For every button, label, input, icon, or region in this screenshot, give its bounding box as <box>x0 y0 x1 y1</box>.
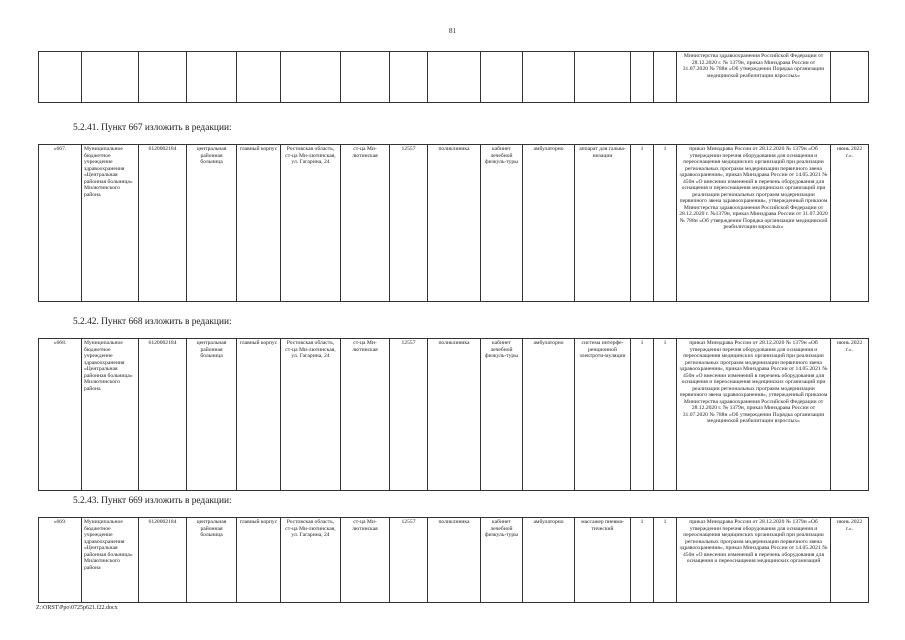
locality-code: 12557 <box>390 518 428 603</box>
locality: ст-ца Ми-лютинская <box>341 145 390 302</box>
quantity-1: 1 <box>631 518 654 603</box>
period: июнь 2022 г.». <box>831 339 869 491</box>
organization-name: Муниципальное бюджетное учреждение здравоохранения «Центральная районная больница» Милютинского района <box>82 518 139 603</box>
quantity-2: 1 <box>654 518 677 603</box>
inn-code: 6120002184 <box>139 339 187 491</box>
page-number: 81 <box>449 27 456 35</box>
equipment: система интерфе-ренционной электроти-муляции <box>575 339 631 491</box>
equipment: массажер пневма-тический <box>575 518 631 603</box>
department: центральная районная больница <box>187 518 237 603</box>
legal-basis: приказ Минздрава России от 28.12.2020 № 1379н «Об утверждении перечня оборудования для оснащения и переоснащения медицинских организаций при реализации региональных программ модернизации первичного звена здравоохранения», приказ Минздрава России от 14.05.2021 № 450н «О внесении изменений в перечень оборудования для оснащения и переоснащения медицинских организаций при реализации региональных программ модернизации первичного звена здравоохранения», утвержденный приказом Министерства здравоохранения Российской Федерации от 28.12.2020 г. № 1379н, приказ Минздрава России от 31.07.2020 № 788н «Об утверждении Порядка организации медицинской реабилитации взрослых» <box>677 339 831 491</box>
row-number: «669. <box>39 518 82 603</box>
inn-code: 6120002184 <box>139 518 187 603</box>
inn-code: 6120002184 <box>139 145 187 302</box>
quantity-1: 1 <box>631 145 654 302</box>
table-row <box>39 145 869 302</box>
table-row <box>39 339 869 491</box>
locality: ст-ца Ми-лютинская <box>341 518 390 603</box>
organization-name: Муниципальное бюджетное учреждение здравоохранения «Центральная районная больница» Милютинского района <box>82 339 139 491</box>
unit: поликлиника <box>428 145 481 302</box>
building: главный корпус <box>237 145 281 302</box>
care-type: амбулаторно <box>523 339 575 491</box>
heading-667: 5.2.41. Пункт 667 изложить в редакции: <box>73 123 232 133</box>
registry-table-667 <box>38 144 869 302</box>
locality: ст-ца Ми-лютинская <box>341 339 390 491</box>
address: Ростовская область, ст-ца Ми-лютинская, ул. Гагарина, 24 <box>281 145 341 302</box>
continuation-table <box>38 51 869 103</box>
legal-basis: приказ Минздрава России от 28.12.2020 № 1379н «Об утверждении перечня оборудования для оснащения и переоснащения медицинских организаций при реализации региональных программ модернизации первичного звена здравоохранения», приказ Минздрава России от 14.05.2021 № 450н «О внесении изменений в перечень оборудования для оснащения и переоснащения медицинских организаций <box>677 518 831 603</box>
care-type: амбулаторно <box>523 145 575 302</box>
quantity-2: 1 <box>654 339 677 491</box>
care-type: амбулаторно <box>523 518 575 603</box>
row-number: «667. <box>39 145 82 302</box>
room: кабинет лечебной физкуль-туры <box>481 145 523 302</box>
row-number: «668. <box>39 339 82 491</box>
period: июнь 2022 г.». <box>831 518 869 603</box>
file-path-footer: Z:\ORST\Ppo\0725p621.f22.docx <box>36 605 118 611</box>
table-row <box>39 52 869 103</box>
room: кабинет лечебной физкуль-туры <box>481 518 523 603</box>
equipment: аппарат для гальва-низации <box>575 145 631 302</box>
building: главный корпус <box>237 518 281 603</box>
department: центральная районная больница <box>187 145 237 302</box>
legal-basis-cell: Министерства здравоохранения Российской Федерации от 28.12.2020 г. № 1379н, приказ Минздрава России от 31.07.2020 № 788н «Об утверждении Порядка организации медицинской реабилитации взрослых» <box>677 52 831 103</box>
registry-table-669 <box>38 517 869 603</box>
address: Ростовская область, ст-ца Ми-лютинская, ул. Гагарина, 24 <box>281 339 341 491</box>
table-row <box>39 518 869 603</box>
department: центральная районная больница <box>187 339 237 491</box>
heading-669: 5.2.43. Пункт 669 изложить в редакции: <box>73 496 232 506</box>
room: кабинет лечебной физкуль-туры <box>481 339 523 491</box>
period: июнь 2022 г.». <box>831 145 869 302</box>
quantity-1: 1 <box>631 339 654 491</box>
organization-name: Муниципальное бюджетное учреждение здравоохранения «Центральная районная больница» Милютинского района <box>82 145 139 302</box>
address: Ростовская область, ст-ца Ми-лютинская, ул. Гагарина, 24 <box>281 518 341 603</box>
registry-table-668 <box>38 338 869 491</box>
unit: поликлиника <box>428 518 481 603</box>
building: главный корпус <box>237 339 281 491</box>
unit: поликлиника <box>428 339 481 491</box>
locality-code: 12557 <box>390 145 428 302</box>
quantity-2: 1 <box>654 145 677 302</box>
heading-668: 5.2.42. Пункт 668 изложить в редакции: <box>73 317 232 327</box>
legal-basis: приказ Минздрава России от 28.12.2020 № 1379н «Об утверждении перечня оборудования для оснащения и переоснащения медицинских организаций при реализации региональных программ модернизации первичного звена здравоохранения», приказ Минздрава России от 14.05.2021 № 450н «О внесении изменений в перечень оборудования для оснащения и переоснащения медицинских организаций при реализации региональных программ модернизации первичного звена здравоохранения», утвержденный приказом Министерства здравоохранения Российской Федерации от 28.12.2020 г. №1379н, приказ Минздрава России от 31.07.2020 № 788н «Об утверждении Порядка организации медицинской реабилитации взрослых» <box>677 145 831 302</box>
locality-code: 12557 <box>390 339 428 491</box>
